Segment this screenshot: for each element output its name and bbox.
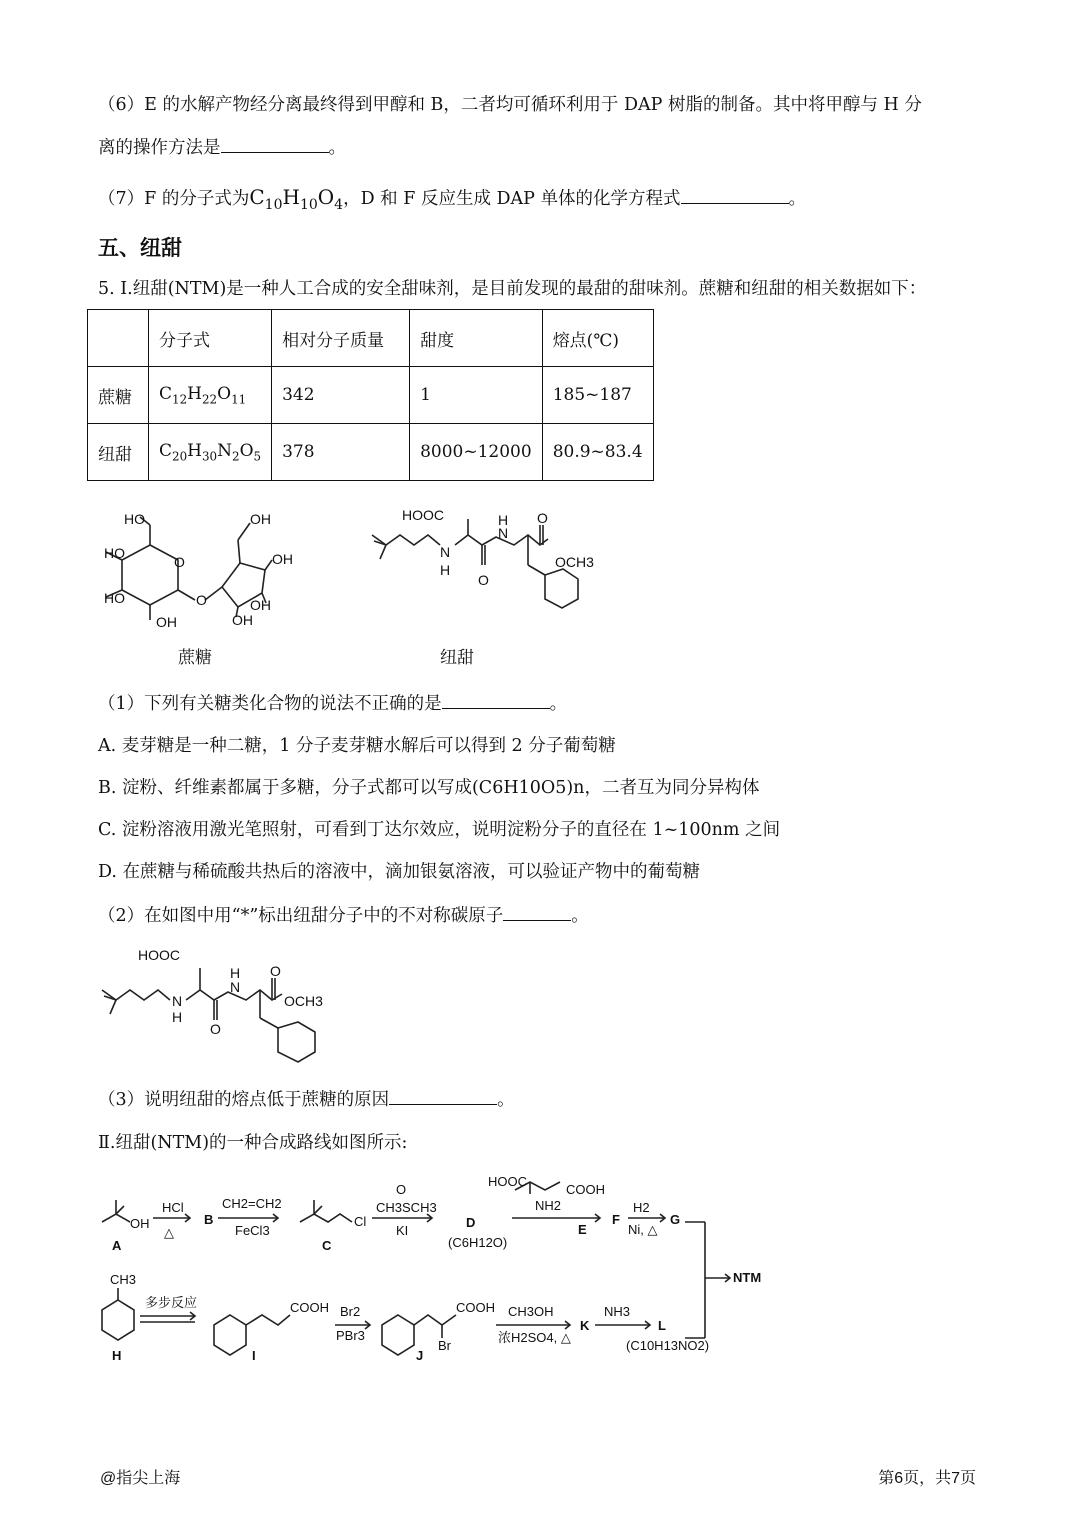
svg-text:HOOC: HOOC bbox=[402, 507, 444, 523]
table-cell: 蔗糖 bbox=[88, 367, 149, 424]
q7: （7）F 的分子式为$C_{10}H_{10}O_4$，D 和 F 反应生成 DAP 单体的化学方程式 。 bbox=[98, 185, 807, 213]
svg-text:PBr3: PBr3 bbox=[336, 1328, 365, 1343]
table-header-row bbox=[88, 310, 654, 367]
svg-text:F: F bbox=[612, 1212, 620, 1227]
svg-text:H2: H2 bbox=[633, 1200, 650, 1215]
svg-text:N: N bbox=[230, 979, 241, 995]
svg-text:N: N bbox=[440, 544, 451, 560]
svg-text:H: H bbox=[440, 562, 451, 578]
answer-blank-q2[interactable] bbox=[503, 902, 571, 921]
structures-figure bbox=[0, 495, 1080, 675]
svg-text:NH3: NH3 bbox=[604, 1304, 631, 1319]
svg-text:OCH3: OCH3 bbox=[555, 554, 594, 570]
svg-text:HO: HO bbox=[104, 590, 125, 606]
svg-text:H: H bbox=[172, 1009, 183, 1025]
footer-right: 第6页，共7页 bbox=[878, 1470, 976, 1487]
sucrose-structure bbox=[106, 517, 272, 620]
svg-text:C: C bbox=[322, 1238, 332, 1253]
svg-text:Br2: Br2 bbox=[340, 1304, 361, 1319]
svg-text:N: N bbox=[498, 525, 509, 541]
svg-text:多步反应: 多步反应 bbox=[145, 1295, 198, 1310]
table-cell: 8000~12000 bbox=[410, 424, 543, 481]
option-d: D. 在蔗糖与稀硫酸共热后的溶液中，滴加银氨溶液，可以验证产物中的葡萄糖 bbox=[98, 862, 701, 882]
svg-text:O: O bbox=[210, 1021, 221, 1037]
svg-text:CH3SCH3: CH3SCH3 bbox=[376, 1200, 437, 1215]
svg-text:OCH3: OCH3 bbox=[284, 993, 323, 1009]
svg-text:E: E bbox=[578, 1222, 587, 1237]
table-cell: 纽甜 bbox=[88, 424, 149, 481]
svg-text:H: H bbox=[230, 965, 241, 981]
svg-text:HO: HO bbox=[124, 511, 145, 527]
svg-text:HO: HO bbox=[104, 545, 125, 561]
neotame-labels bbox=[402, 507, 594, 588]
svg-text:J: J bbox=[416, 1348, 424, 1363]
table-cell: $C_{20}H_{30}N_2O_5$ bbox=[149, 424, 272, 481]
table-header-cell bbox=[88, 310, 149, 367]
neotame-structure-q2 bbox=[0, 940, 600, 1070]
svg-text:HOOC: HOOC bbox=[488, 1174, 527, 1189]
svg-text:NTM: NTM bbox=[733, 1270, 762, 1285]
q3-prompt: （3）说明纽甜的熔点低于蔗糖的原因 。 bbox=[98, 1086, 515, 1113]
svg-text:H: H bbox=[498, 512, 509, 528]
svg-text:HOOC: HOOC bbox=[138, 947, 180, 963]
svg-text:OH: OH bbox=[156, 614, 177, 630]
svg-text:FeCl3: FeCl3 bbox=[235, 1223, 270, 1238]
table-cell: 185~187 bbox=[542, 367, 653, 424]
svg-text:(C6H12O): (C6H12O) bbox=[448, 1235, 508, 1250]
neotame-structure bbox=[372, 519, 578, 608]
data-table bbox=[87, 309, 654, 481]
svg-text:L: L bbox=[658, 1318, 666, 1333]
svg-text:COOH: COOH bbox=[566, 1182, 605, 1197]
svg-text:N: N bbox=[172, 993, 183, 1009]
table-cell: 1 bbox=[410, 367, 543, 424]
svg-text:KI: KI bbox=[396, 1223, 409, 1238]
svg-text:NH2: NH2 bbox=[535, 1198, 562, 1213]
svg-text:Br: Br bbox=[438, 1338, 451, 1353]
svg-text:(C10H13NO2): (C10H13NO2) bbox=[626, 1338, 710, 1353]
svg-text:浓H2SO4, △: 浓H2SO4, △ bbox=[498, 1330, 571, 1345]
table-cell: 378 bbox=[272, 424, 410, 481]
svg-text:OH: OH bbox=[250, 511, 271, 527]
neotame-caption: 纽甜 bbox=[440, 648, 474, 668]
answer-blank-q6[interactable] bbox=[221, 134, 329, 153]
table-header-cell: 熔点(℃) bbox=[542, 310, 653, 367]
svg-text:CH3OH: CH3OH bbox=[508, 1304, 554, 1319]
table-header-cell: 甜度 bbox=[410, 310, 543, 367]
svg-text:OH: OH bbox=[250, 597, 271, 613]
svg-text:O: O bbox=[478, 572, 489, 588]
q7-formula: $C_{10}H_{10}O_4$ bbox=[249, 185, 344, 213]
q2-prompt: （2）在如图中用“*”标出纽甜分子中的不对称碳原子 。 bbox=[98, 902, 589, 929]
table-cell: 342 bbox=[272, 367, 410, 424]
table-header-cell: 相对分子质量 bbox=[272, 310, 410, 367]
svg-text:O: O bbox=[270, 963, 281, 979]
table-row bbox=[88, 424, 654, 481]
option-b: B. 淀粉、纤维素都属于多糖，分子式都可以写成(C6H10O5)n，二者互为同分异构体 bbox=[98, 778, 760, 798]
option-a: A. 麦芽糖是一种二糖，1 分子麦芽糖水解后可以得到 2 分子葡萄糖 bbox=[98, 736, 616, 756]
q1-prompt: （1）下列有关糖类化合物的说法不正确的是 。 bbox=[98, 690, 567, 717]
intro: 5. Ⅰ.纽甜(NTM)是一种人工合成的安全甜味剂，是目前发现的最甜的甜味剂。蔗糖和纽甜的相关数据如下： bbox=[98, 279, 927, 299]
table-row bbox=[88, 367, 654, 424]
svg-text:D: D bbox=[466, 1215, 476, 1230]
svg-text:Ni, △: Ni, △ bbox=[628, 1222, 658, 1237]
table-cell: $C_{12}H_{22}O_{11}$ bbox=[149, 367, 272, 424]
svg-text:O: O bbox=[396, 1182, 407, 1197]
svg-text:K: K bbox=[580, 1318, 590, 1333]
svg-text:COOH: COOH bbox=[290, 1300, 329, 1315]
answer-blank-q1[interactable] bbox=[442, 690, 550, 709]
part2-intro: Ⅱ.纽甜(NTM)的一种合成路线如图所示: bbox=[98, 1133, 408, 1153]
table-header-cell: 分子式 bbox=[149, 310, 272, 367]
footer-left: @指尖上海 bbox=[100, 1470, 181, 1487]
svg-text:CH3: CH3 bbox=[110, 1272, 137, 1287]
table-cell: 80.9~83.4 bbox=[542, 424, 653, 481]
svg-text:△: △ bbox=[164, 1225, 174, 1240]
svg-text:G: G bbox=[670, 1212, 681, 1227]
svg-text:OH: OH bbox=[232, 612, 253, 628]
route-labels bbox=[110, 1174, 761, 1363]
svg-text:A: A bbox=[112, 1238, 122, 1253]
sucrose-caption: 蔗糖 bbox=[178, 648, 212, 668]
svg-text:B: B bbox=[204, 1212, 214, 1227]
synthesis-route bbox=[0, 1160, 1080, 1380]
svg-text:Cl: Cl bbox=[354, 1214, 367, 1229]
section-title: 五、纽甜 bbox=[98, 236, 182, 260]
svg-text:OH: OH bbox=[272, 551, 293, 567]
answer-blank-q3[interactable] bbox=[389, 1086, 497, 1105]
svg-text:HCl: HCl bbox=[162, 1200, 184, 1215]
svg-text:O: O bbox=[174, 554, 185, 570]
svg-text:COOH: COOH bbox=[456, 1300, 495, 1315]
svg-text:O: O bbox=[196, 592, 207, 608]
svg-text:OH: OH bbox=[130, 1216, 150, 1231]
svg-text:H: H bbox=[112, 1348, 122, 1363]
answer-blank-q7[interactable] bbox=[681, 185, 789, 204]
option-c: C. 淀粉溶液用激光笔照射，可看到丁达尔效应，说明淀粉分子的直径在 1~100nm 之间 bbox=[98, 820, 781, 840]
svg-text:O: O bbox=[537, 510, 548, 526]
svg-text:CH2=CH2: CH2=CH2 bbox=[222, 1196, 282, 1211]
q6-line2: 离的操作方法是 。 bbox=[98, 134, 346, 161]
q6-line1: （6）E 的水解产物经分离最终得到甲醇和 B，二者均可循环利用于 DAP 树脂的制备。其中将甲醇与 H 分 bbox=[98, 95, 922, 115]
svg-text:I: I bbox=[252, 1348, 256, 1363]
